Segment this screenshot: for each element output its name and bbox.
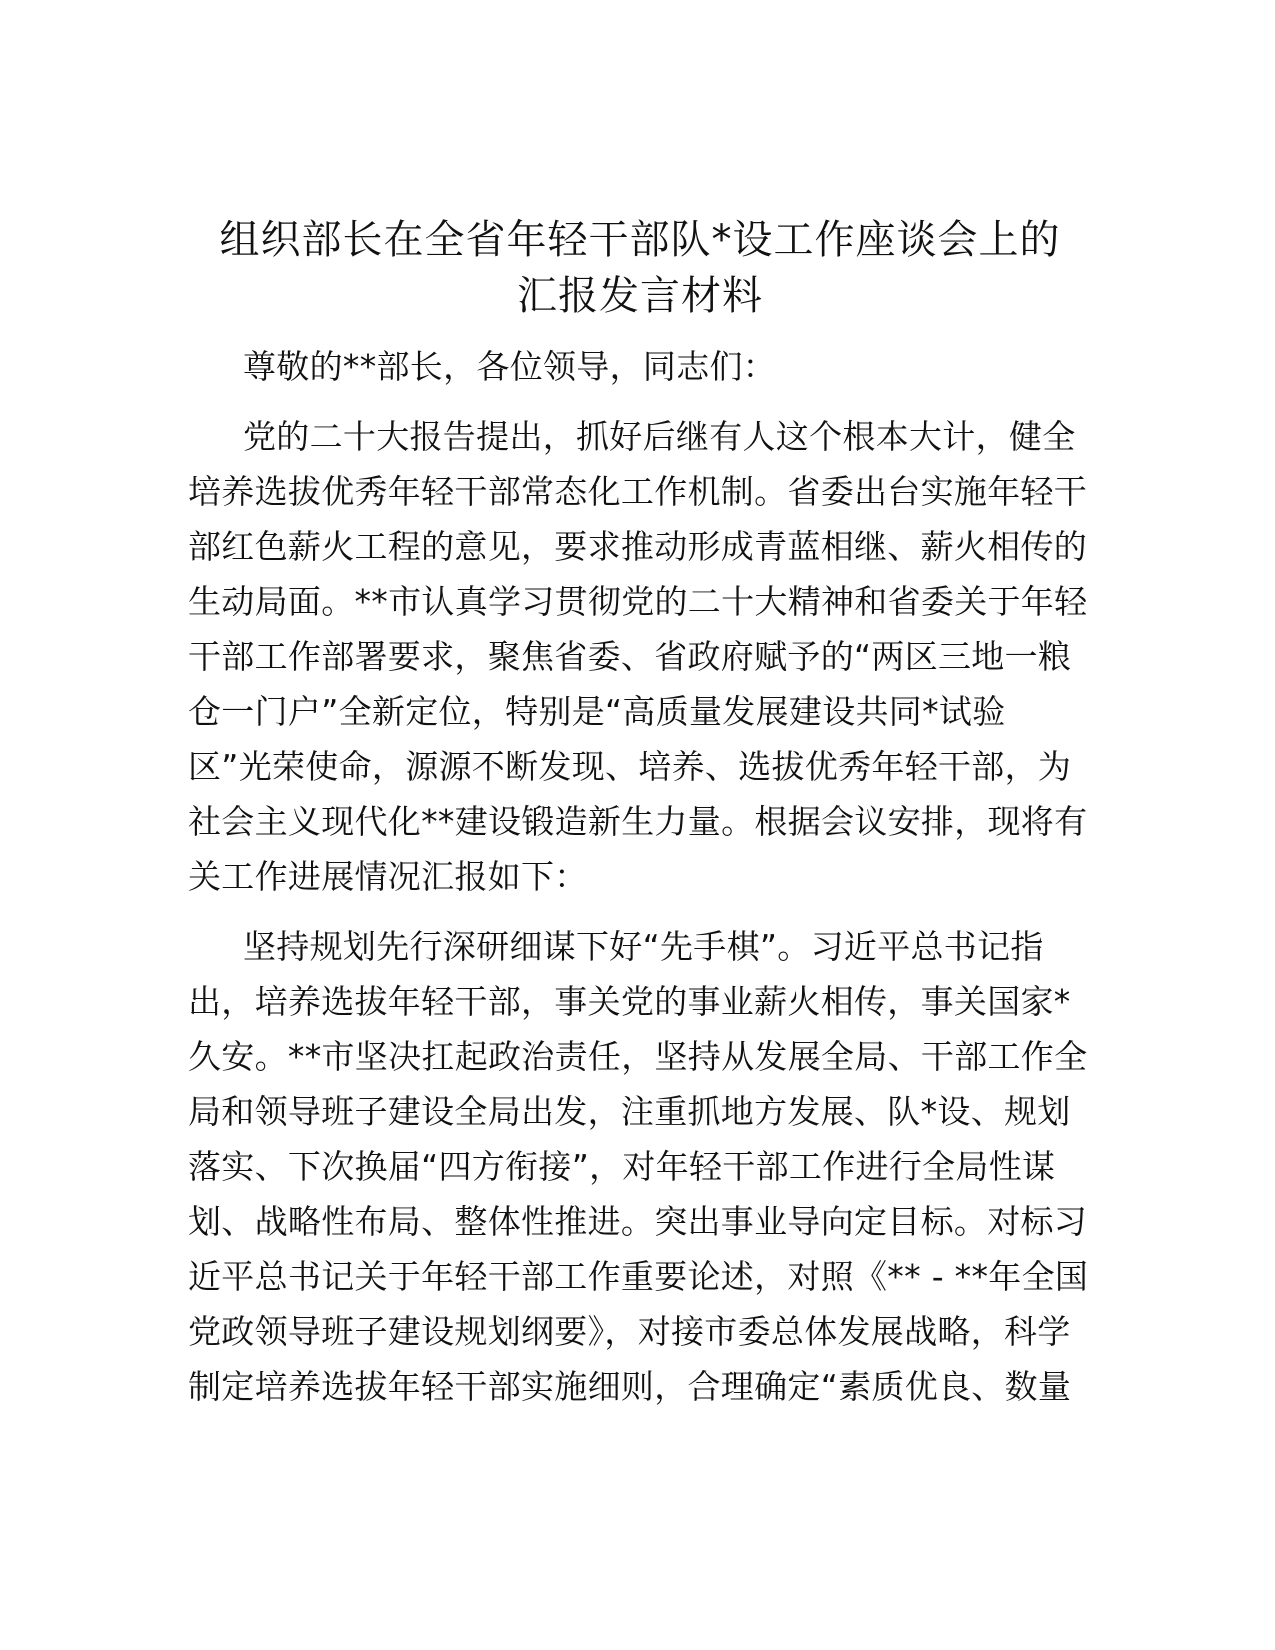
paragraph-2-line-7: 近平总书记关于年轻干部工作重要论述，对照《** - **年全国 xyxy=(188,1257,1089,1296)
paragraph-1-line-5: 干部工作部署要求，聚焦省委、省政府赋予的“两区三地一粮 xyxy=(188,637,1072,676)
paragraph-2-line-4: 局和领导班子建设全局出发，注重抓地方发展、队*设、规划 xyxy=(188,1092,1071,1131)
paragraph-1-line-9: 关工作进展情况汇报如下： xyxy=(188,857,588,896)
paragraph-1-line-7: 区”光荣使命，源源不断发现、培养、选拔优秀年轻干部，为 xyxy=(188,747,1072,786)
paragraph-1-line-2: 培养选拔优秀年轻干部常态化工作机制。省委出台实施年轻干 xyxy=(188,472,1088,511)
paragraph-1-line-6: 仓一门户”全新定位，特别是“高质量发展建设共同*试验 xyxy=(188,692,1006,731)
paragraph-2-line-8: 党政领导班子建设规划纲要》，对接市委总体发展战略，科学 xyxy=(188,1312,1071,1351)
paragraph-2-line-2: 出，培养选拔年轻干部，事关党的事业薪火相传，事关国家* xyxy=(188,982,1071,1021)
paragraph-2-line-5: 落实、下次换届“四方衔接”，对年轻干部工作进行全局性谋 xyxy=(188,1147,1056,1186)
paragraph-1-line-1: 党的二十大报告提出，抓好后继有人这个根本大计，健全 xyxy=(243,417,1076,456)
paragraph-1-line-8: 社会主义现代化**建设锻造新生力量。根据会议安排，现将有 xyxy=(188,802,1088,841)
paragraph-2-line-6: 划、战略性布局、整体性推进。突出事业导向定目标。对标习 xyxy=(188,1202,1088,1241)
paragraph-2-line-9: 制定培养选拔年轻干部实施细则，合理确定“素质优良、数量 xyxy=(188,1367,1072,1406)
document-title-line-1: 组织部长在全省年轻干部队*设工作座谈会上的 xyxy=(219,217,1061,263)
paragraph-1-line-4: 生动局面。**市认真学习贯彻党的二十大精神和省委关于年轻 xyxy=(188,582,1088,621)
document-title-line-2: 汇报发言材料 xyxy=(517,273,763,319)
paragraph-1-line-3: 部红色薪火工程的意见，要求推动形成青蓝相继、薪火相传的 xyxy=(188,527,1088,566)
paragraph-2-line-3: 久安。**市坚决扛起政治责任，坚持从发展全局、干部工作全 xyxy=(188,1037,1088,1076)
paragraph-2-line-1: 坚持规划先行深研细谋下好“先手棋”。习近平总书记指 xyxy=(243,927,1044,966)
salutation: 尊敬的**部长，各位领导，同志们： xyxy=(243,347,777,386)
